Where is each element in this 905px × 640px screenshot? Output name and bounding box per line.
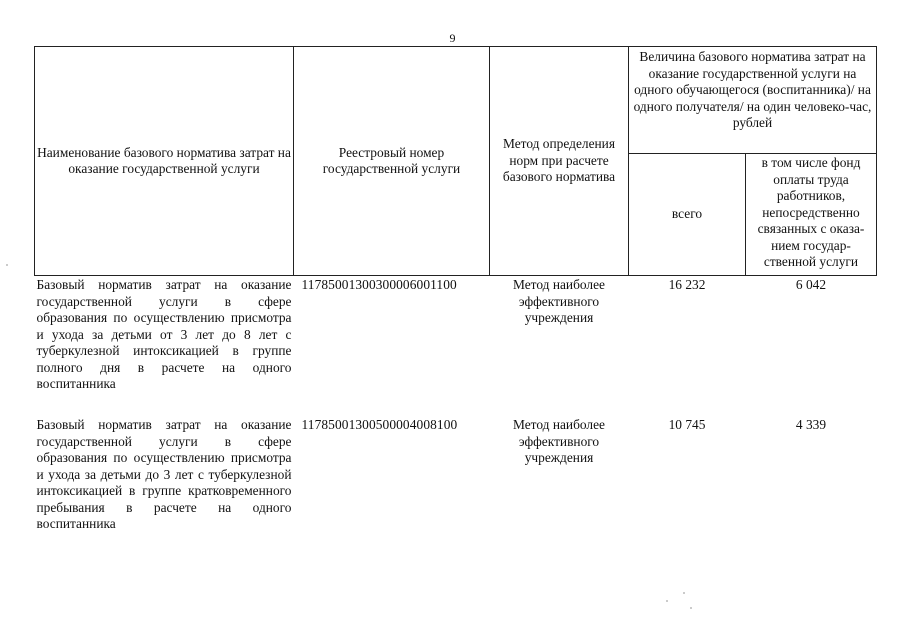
table-body — [35, 276, 877, 568]
table-header — [35, 47, 877, 276]
row-method: Метод наиболее эффективного учреждения — [513, 417, 605, 465]
scan-speck — [683, 592, 685, 594]
header-method: Метод определения норм при расчете базового норматива — [490, 47, 629, 276]
row-registry-number: 11785001300500004008100 — [301, 417, 458, 432]
header-wage-fund: в том числе фонд оплаты труда работников, непосредственно связанных с оказа-нием государ-ственной услуги — [746, 154, 877, 276]
table-row — [35, 276, 877, 417]
row-total: 16 232 — [668, 277, 706, 292]
row-name: Базовый норматив затрат на оказание государственной услуги в сфере образования по осуществлению присмотра и ухода за детьми от 3 лет до 8 лет с туберкулезной интоксикацией в группе полного дня в расчете на одного воспитанника — [36, 277, 292, 391]
row-name: Базовый норматив затрат на оказание государственной услуги в сфере образования по осуществлению присмотра и ухода за детьми до 3 лет с туберкулезной интоксикацией в группе кратковременного пребывания в расчете на одного воспитанника — [36, 417, 292, 531]
row-total: 10 745 — [668, 417, 706, 432]
page-number: 9 — [449, 31, 456, 45]
scan-speck — [666, 600, 668, 602]
header-name: Наименование базового норматива затрат на оказание государственной услуги — [35, 47, 294, 276]
header-total: всего — [629, 154, 746, 276]
norms-table — [34, 46, 877, 567]
table-row — [35, 416, 877, 567]
scan-speck — [6, 264, 8, 266]
row-registry-number: 11785001300300006001100 — [301, 277, 457, 292]
row-method: Метод наиболее эффективного учреждения — [513, 277, 605, 325]
scan-speck — [690, 607, 692, 609]
header-value-group: Величина базового норматива затрат на оказание государственной услуги на одного обучающегося (воспитанника)/ на одного получателя/ на один человеко-час, рублей — [629, 47, 877, 154]
row-wage-fund: 6 042 — [795, 277, 827, 292]
header-registry-number: Реестровый номер государственной услуги — [294, 47, 490, 276]
row-wage-fund: 4 339 — [795, 417, 827, 432]
